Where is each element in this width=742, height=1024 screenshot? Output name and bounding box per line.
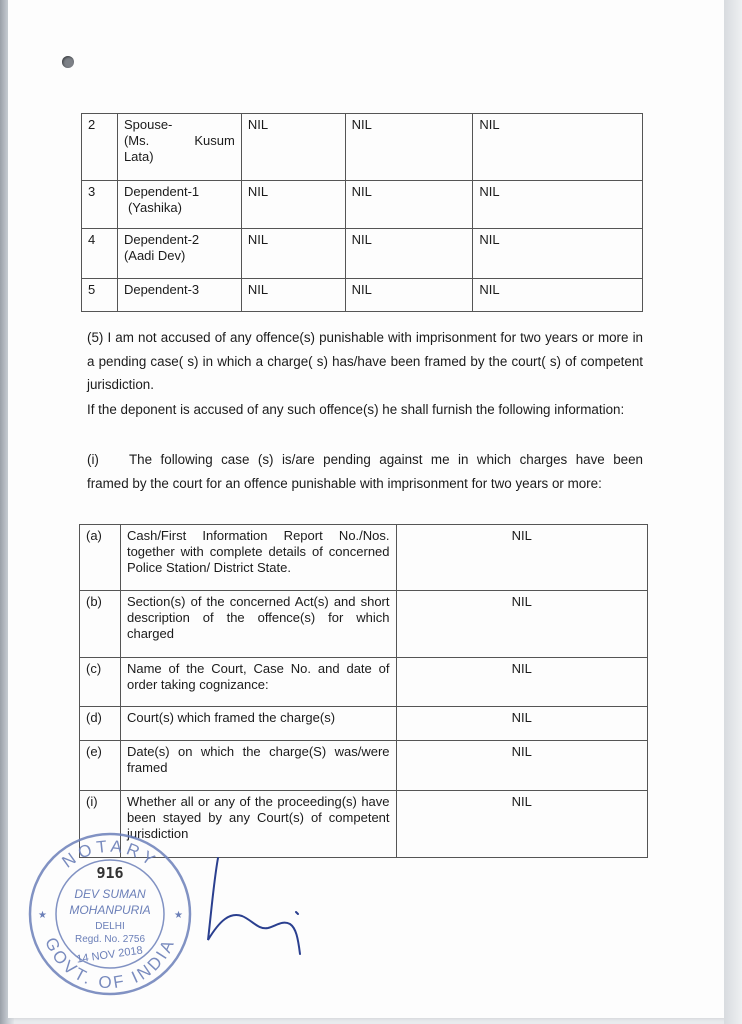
value-cell: NIL	[473, 114, 643, 181]
relation-label: Spouse-	[123, 117, 173, 132]
row-answer: NIL	[396, 591, 647, 658]
value-cell: NIL	[473, 181, 643, 229]
stamp-bottom-text: GOVT. OF INDIA	[41, 934, 179, 993]
value-cell: NIL	[345, 229, 473, 279]
relation-name-part: Kusum	[194, 133, 235, 148]
stamp-top-text: NOTARY	[58, 836, 162, 872]
item-i-continuation: framed by the court for an offence punishable with imprisonment for two years or more:	[87, 476, 602, 491]
relation-name-part: Lata)	[123, 149, 154, 164]
row-label: (c)	[80, 658, 121, 707]
table-row	[82, 279, 643, 312]
row-question: Name of the Court, Case No. and date of order taking cognizance:	[120, 658, 396, 707]
punch-hole	[62, 56, 74, 68]
value-cell: NIL	[241, 114, 345, 181]
value-cell: NIL	[345, 114, 473, 181]
row-answer: NIL	[396, 707, 647, 741]
relation-cell	[117, 181, 241, 229]
serial-number: 3	[82, 181, 118, 229]
star-icon: ★	[174, 910, 183, 921]
row-answer: NIL	[396, 658, 647, 707]
relation-name: (Aadi Dev)	[123, 248, 186, 263]
row-question: Cash/First Information Report No./Nos. together with complete details of concerned Police Station/ District State.	[120, 525, 396, 591]
row-label: (d)	[80, 707, 121, 741]
value-cell: NIL	[241, 181, 345, 229]
item-i-text: The following case (s) is/are pending against me in which charges have been	[129, 452, 643, 467]
row-label: (i)	[80, 791, 121, 858]
value-cell: NIL	[473, 229, 643, 279]
value-cell: NIL	[473, 279, 643, 312]
scan-right-edge	[724, 0, 742, 1024]
serial-number: 4	[82, 229, 118, 279]
value-cell: NIL	[241, 279, 345, 312]
row-label: (b)	[80, 591, 121, 658]
stamp-number: 916	[96, 864, 124, 882]
serial-number: 2	[82, 114, 118, 181]
signature-mark	[200, 850, 315, 960]
table-row	[80, 525, 648, 591]
row-question: Court(s) which framed the charge(s)	[120, 707, 396, 741]
value-cell: NIL	[345, 279, 473, 312]
item-i-label: (i)	[87, 452, 99, 467]
serial-number: 5	[82, 279, 118, 312]
relation-label: Dependent-2	[123, 232, 200, 247]
row-question: Date(s) on which the charge(S) was/were framed	[120, 741, 396, 791]
item-i-line	[87, 448, 643, 472]
table-row	[82, 114, 643, 181]
table-row	[82, 229, 643, 279]
relation-cell	[117, 229, 241, 279]
stamp-date: 14 NOV 2018	[75, 944, 144, 966]
notary-name-line2: MOHANPURIA	[69, 903, 151, 917]
row-answer: NIL	[396, 525, 647, 591]
table-row	[82, 181, 643, 229]
relation-cell: Dependent-3	[117, 279, 241, 312]
value-cell: NIL	[345, 181, 473, 229]
value-cell: NIL	[241, 229, 345, 279]
table-row	[80, 591, 648, 658]
notary-city: DELHI	[95, 921, 125, 932]
notary-name-line1: DEV SUMAN	[74, 887, 146, 901]
row-answer: NIL	[396, 791, 647, 858]
section-5-paragraph: (5) I am not accused of any offence(s) punishable with imprisonment for two years or more in a pending case( s) in which a charge( s) has/have been framed by the court( s) of competent jurisdiction.	[87, 330, 643, 392]
pending-cases-table	[79, 524, 648, 858]
relation-cell	[117, 114, 241, 181]
notary-stamp	[26, 830, 194, 998]
row-label: (a)	[80, 525, 121, 591]
relation-label: Dependent-1	[123, 184, 200, 199]
relation-name: (Yashika)	[127, 200, 182, 215]
relation-name-part: (Ms.	[123, 133, 150, 148]
notary-regd: Regd. No. 2756	[74, 934, 146, 945]
table-row	[80, 741, 648, 791]
star-icon: ★	[38, 910, 47, 921]
family-assets-table	[81, 113, 643, 312]
deponent-instruction: If the deponent is accused of any such offence(s) he shall furnish the following information:	[87, 402, 625, 417]
row-question: Section(s) of the concerned Act(s) and short description of the offence(s) for which charged	[120, 591, 396, 658]
row-label: (e)	[80, 741, 121, 791]
row-answer: NIL	[396, 741, 647, 791]
table-row	[80, 658, 648, 707]
row-question: Whether all or any of the proceeding(s) have been stayed by any Court(s) of competent jurisdiction	[120, 791, 396, 858]
table-row	[80, 707, 648, 741]
